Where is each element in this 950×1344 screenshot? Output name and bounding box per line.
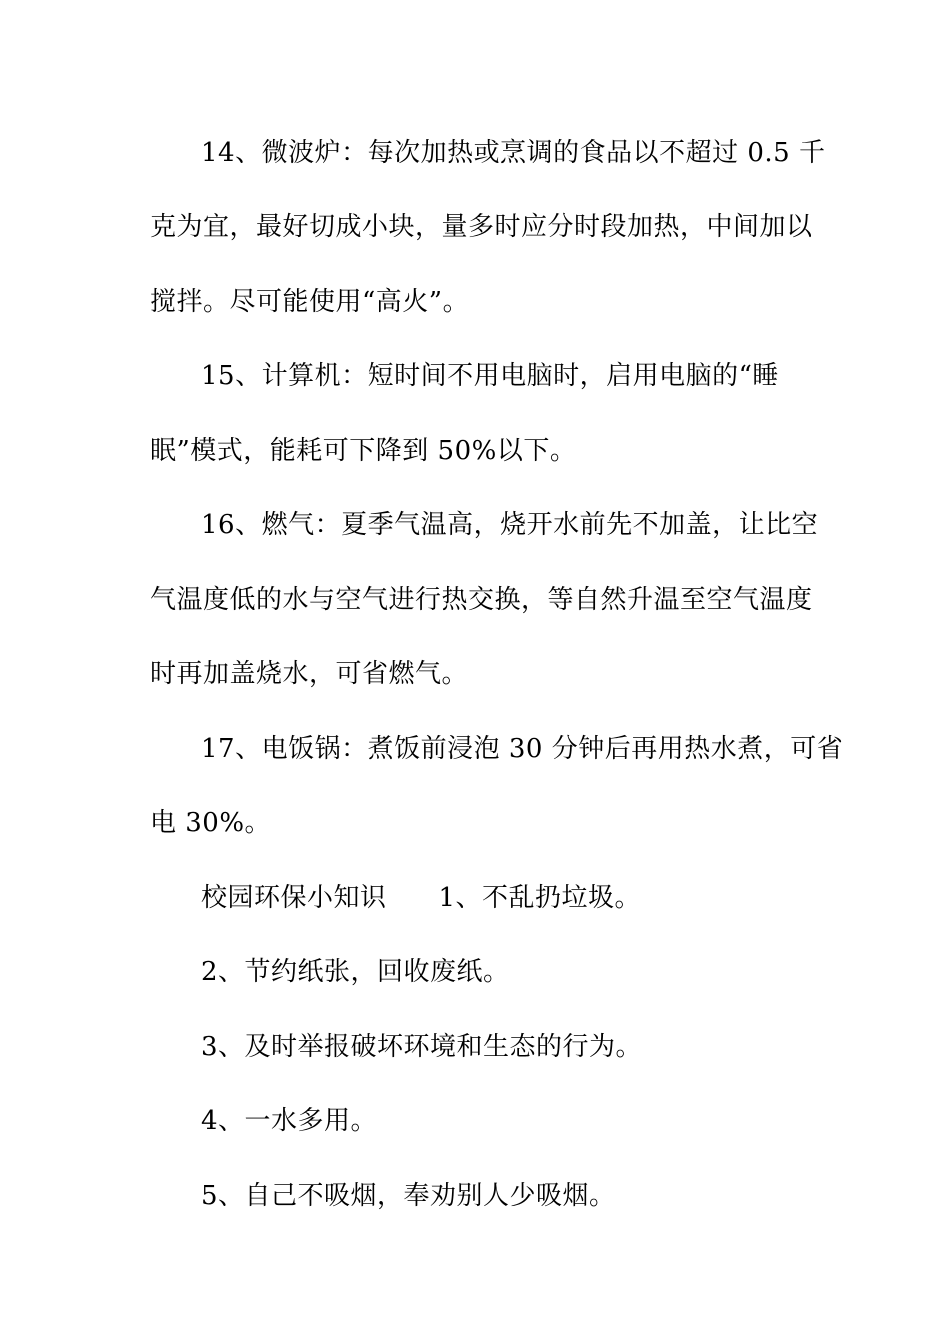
paragraph-14-line-1: 14、微波炉：每次加热或烹调的食品以不超过 0.5 千 bbox=[201, 138, 826, 168]
paragraph-16-line-3: 时再加盖烧水，可省燃气。 bbox=[150, 659, 469, 689]
campus-item-3: 3、及时举报破坏环境和生态的行为。 bbox=[201, 1032, 643, 1062]
campus-heading: 校园环保小知识 bbox=[201, 883, 387, 913]
campus-item-5: 5、自己不吸烟，奉劝别人少吸烟。 bbox=[201, 1181, 616, 1211]
campus-item-4: 4、一水多用。 bbox=[201, 1106, 378, 1136]
paragraph-14-line-2: 克为宜，最好切成小块，量多时应分时段加热，中间加以 bbox=[150, 212, 813, 242]
paragraph-16-line-1: 16、燃气：夏季气温高，烧开水前先不加盖，让比空 bbox=[201, 510, 819, 540]
campus-item-2: 2、节约纸张，回收废纸。 bbox=[201, 957, 510, 987]
paragraph-15-line-1: 15、计算机：短时间不用电脑时，启用电脑的“睡 bbox=[201, 361, 779, 391]
campus-item-1: 1、不乱扔垃圾。 bbox=[438, 883, 642, 913]
campus-heading-line bbox=[201, 881, 641, 915]
paragraph-16-line-2: 气温度低的水与空气进行热交换，等自然升温至空气温度 bbox=[150, 585, 813, 615]
paragraph-17-line-1: 17、电饭锅：煮饭前浸泡 30 分钟后再用热水煮，可省 bbox=[201, 734, 844, 764]
paragraph-14-line-3: 搅拌。尽可能使用“高火”。 bbox=[150, 287, 470, 317]
paragraph-15-line-2: 眠”模式，能耗可下降到 50%以下。 bbox=[150, 436, 577, 466]
paragraph-17-line-2: 电 30%。 bbox=[150, 808, 272, 838]
